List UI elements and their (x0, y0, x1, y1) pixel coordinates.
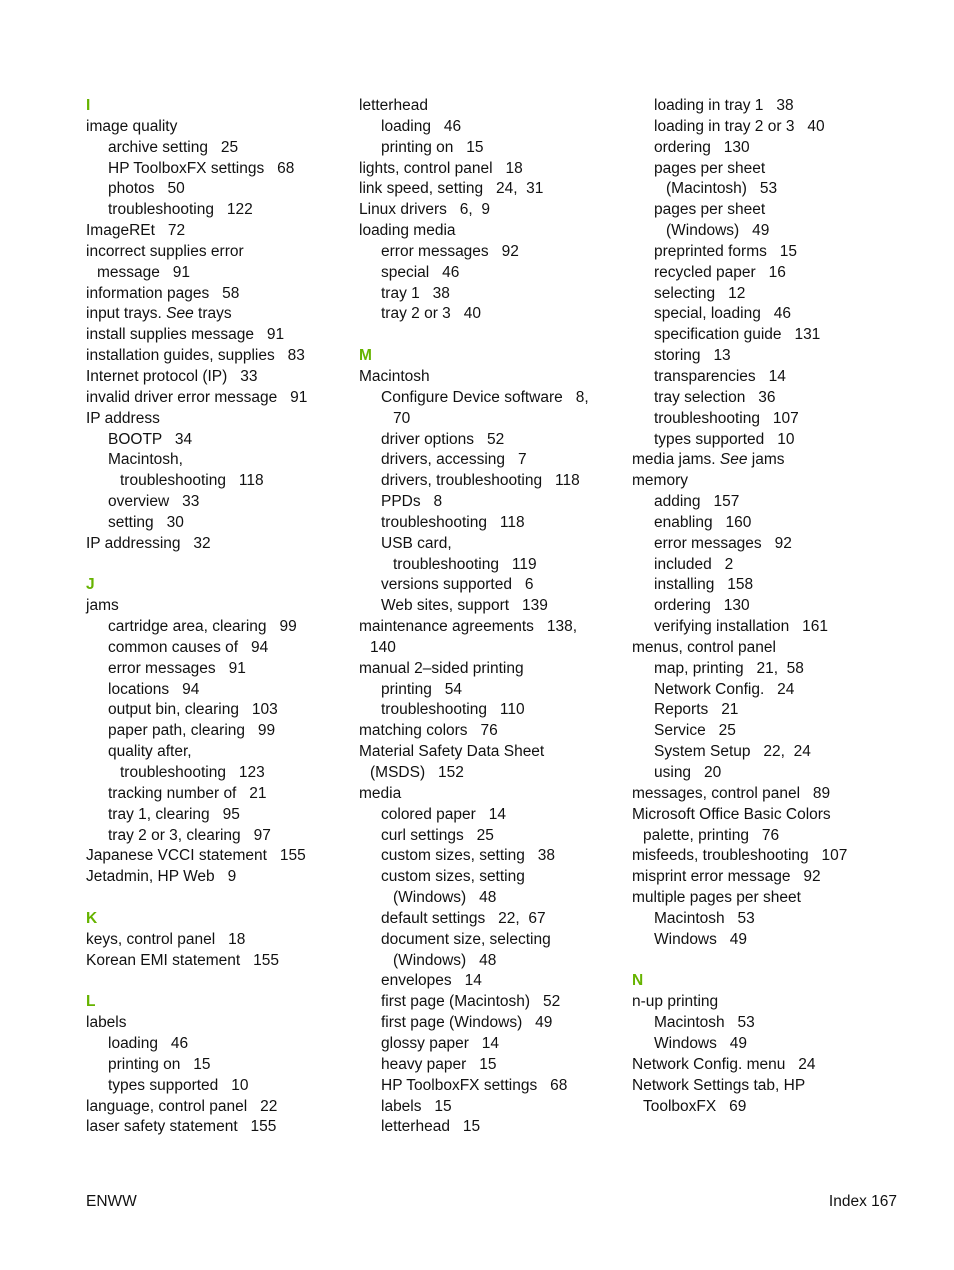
index-subentry: tracking number of 21 (108, 784, 267, 802)
index-subentry: types supported 10 (654, 430, 795, 448)
index-entry: lights, control panel 18 (359, 159, 523, 177)
index-subentry: pages per sheet (654, 159, 766, 177)
index-entry: misprint error message 92 (632, 868, 821, 886)
index-entry: incorrect supplies error (86, 242, 244, 260)
index-subentry: archive setting 25 (108, 138, 239, 156)
index-subentry: error messages 91 (108, 659, 246, 677)
index-subentry: Network Config. 24 (654, 680, 795, 698)
index-continuation: 140 (370, 638, 396, 656)
index-subentry: USB card, (381, 534, 452, 552)
index-entry: Korean EMI statement 155 (86, 951, 279, 969)
index-subentry: Windows 49 (654, 930, 748, 948)
index-subentry: adding 157 (654, 493, 740, 511)
index-entry: language, control panel 22 (86, 1097, 278, 1115)
index-continuation: ToolboxFX 69 (643, 1097, 747, 1115)
index-subentry: System Setup 22, 24 (654, 743, 811, 761)
index-subentry: Macintosh, (108, 451, 183, 469)
index-entry: Macintosh (359, 367, 430, 385)
index-subentry: Reports 21 (654, 701, 739, 719)
index-entry: labels (86, 1014, 127, 1032)
index-entry: IP addressing 32 (86, 534, 211, 552)
index-entry: n-up printing (632, 993, 719, 1011)
index-entry: messages, control panel 89 (632, 784, 831, 802)
index-subentry: Macintosh 53 (654, 909, 755, 927)
index-subentry: using 20 (654, 764, 722, 781)
index-subentry: output bin, clearing 103 (108, 701, 278, 719)
index-subentry: glossy paper 14 (381, 1034, 500, 1052)
index-letter-heading: N (632, 972, 644, 990)
index-entry: misfeeds, troubleshooting 107 (632, 847, 848, 865)
index-continuation: (Windows) 49 (666, 222, 770, 240)
index-letter-heading: M (359, 347, 372, 365)
index-subentry: labels 15 (381, 1097, 452, 1115)
index-subentry: loading in tray 1 38 (654, 97, 794, 114)
index-subentry: tray 2 or 3, clearing 97 (108, 826, 271, 844)
index-subentry: storing 13 (654, 347, 731, 365)
index-subentry: Configure Device software 8, (381, 388, 589, 406)
index-subentry: troubleshooting 118 (381, 513, 525, 531)
index-subentry: troubleshooting 110 (381, 701, 525, 719)
index-subentry: map, printing 21, 58 (654, 659, 804, 677)
index-entry: media (359, 784, 402, 802)
index-subentry: document size, selecting (381, 930, 551, 948)
index-subentry: tray 2 or 3 40 (381, 305, 481, 323)
see-target: jams (747, 451, 785, 469)
index-subentry: Web sites, support 139 (381, 597, 548, 615)
index-subentry: error messages 92 (654, 534, 792, 552)
index-subentry: photos 50 (108, 180, 185, 198)
index-entry: maintenance agreements 138, (359, 618, 577, 636)
index-continuation: troubleshooting 118 (120, 472, 264, 490)
index-subentry: PPDs 8 (381, 493, 443, 511)
index-letter-heading: K (86, 909, 98, 927)
index-subentry: tray selection 36 (654, 388, 776, 406)
index-subentry: first page (Macintosh) 52 (381, 993, 561, 1011)
see-target: trays (193, 305, 232, 323)
index-entry: Japanese VCCI statement 155 (86, 847, 306, 865)
index-subentry: drivers, accessing 7 (381, 451, 527, 469)
index-continuation: (Windows) 48 (393, 951, 497, 969)
index-subentry: first page (Windows) 49 (381, 1014, 553, 1032)
index-entry: matching colors 76 (359, 722, 498, 740)
index-entry: jams (86, 597, 119, 615)
index-letter-heading: J (86, 576, 95, 594)
index-entry: letterhead (359, 97, 428, 114)
index-entry: Linux drivers 6, 9 (359, 201, 490, 219)
index-entry (632, 450, 897, 471)
section-gap (632, 951, 897, 972)
index-subentry: envelopes 14 (381, 972, 482, 990)
index-subentry: enabling 160 (654, 513, 752, 531)
index-subentry: letterhead 15 (381, 1118, 481, 1136)
see-reference: See (166, 305, 194, 323)
index-subentry: tray 1, clearing 95 (108, 805, 240, 823)
index-entry: laser safety statement 155 (86, 1118, 277, 1136)
section-gap (86, 888, 351, 909)
index-entry: link speed, setting 24, 31 (359, 180, 544, 198)
section-gap (86, 971, 351, 992)
index-subentry: troubleshooting 122 (108, 201, 253, 219)
index-entry: invalid driver error message 91 (86, 388, 308, 406)
index-continuation: (Macintosh) 53 (666, 180, 778, 198)
index-column-2 (359, 96, 624, 1138)
index-subentry: error messages 92 (381, 242, 519, 260)
footer-left: ENWW (86, 1193, 137, 1210)
index-subentry: drivers, troubleshooting 118 (381, 472, 580, 490)
index-subentry: loading 46 (381, 117, 462, 135)
index-subentry: troubleshooting 107 (654, 409, 799, 427)
index-entry: install supplies message 91 (86, 326, 285, 344)
index-subentry: types supported 10 (108, 1076, 249, 1094)
index-entry (86, 304, 351, 325)
index-subentry: setting 30 (108, 513, 184, 531)
index-subentry: quality after, (108, 743, 192, 761)
index-subentry: pages per sheet (654, 201, 766, 219)
index-entry: Network Settings tab, HP (632, 1076, 806, 1094)
index-entry: multiple pages per sheet (632, 889, 801, 907)
index-subentry: curl settings 25 (381, 826, 494, 844)
index-continuation: message 91 (97, 263, 191, 281)
index-entry: manual 2–sided printing (359, 659, 524, 677)
index-subentry: printing on 15 (381, 138, 484, 156)
index-subentry: ordering 130 (654, 138, 750, 156)
index-subentry: default settings 22, 67 (381, 909, 546, 927)
index-entry: keys, control panel 18 (86, 930, 246, 948)
index-subentry: ordering 130 (654, 597, 750, 615)
index-continuation: troubleshooting 119 (393, 555, 537, 573)
index-subentry: custom sizes, setting (381, 868, 525, 886)
index-entry: Jetadmin, HP Web 9 (86, 868, 237, 886)
index-subentry: special 46 (381, 263, 460, 281)
index-subentry: specification guide 131 (654, 326, 821, 344)
footer-right: Index 167 (828, 1193, 897, 1210)
index-letter-heading: L (86, 993, 96, 1011)
index-subentry: heavy paper 15 (381, 1055, 497, 1073)
index-subentry: selecting 12 (654, 284, 746, 302)
index-subentry: HP ToolboxFX settings 68 (381, 1076, 568, 1094)
index-subentry: Service 25 (654, 722, 736, 740)
index-entry: information pages 58 (86, 284, 240, 302)
section-gap (86, 555, 351, 576)
index-subentry: custom sizes, setting 38 (381, 847, 556, 865)
index-subentry: versions supported 6 (381, 576, 534, 594)
index-subentry: cartridge area, clearing 99 (108, 618, 297, 636)
index-continuation: (MSDS) 152 (370, 764, 464, 781)
index-entry: Material Safety Data Sheet (359, 743, 545, 761)
index-continuation: palette, printing 76 (643, 826, 780, 844)
index-entry: Internet protocol (IP) 33 (86, 367, 258, 385)
index-entry: IP address (86, 409, 160, 427)
index-subentry: Windows 49 (654, 1034, 748, 1052)
index-column-1 (86, 96, 351, 1138)
index-subentry: paper path, clearing 99 (108, 722, 276, 740)
index-subentry: preprinted forms 15 (654, 242, 798, 260)
index-entry: loading media (359, 222, 456, 240)
index-subentry: HP ToolboxFX settings 68 (108, 159, 295, 177)
index-subentry: loading 46 (108, 1034, 189, 1052)
index-entry: image quality (86, 117, 178, 135)
index-continuation: (Windows) 48 (393, 889, 497, 907)
index-subentry: installing 158 (654, 576, 754, 594)
index-entry: Microsoft Office Basic Colors (632, 805, 831, 823)
index-entry: installation guides, supplies 83 (86, 347, 305, 365)
index-subentry: included 2 (654, 555, 734, 573)
index-subentry: special, loading 46 (654, 305, 792, 323)
entry-text: input trays. (86, 305, 167, 323)
index-continuation: troubleshooting 123 (120, 764, 265, 781)
index-entry: memory (632, 472, 688, 490)
index-entry: ImageREt 72 (86, 222, 186, 240)
index-subentry: Macintosh 53 (654, 1014, 755, 1032)
see-reference: See (719, 451, 748, 469)
index-column-3 (632, 96, 897, 1117)
index-subentry: printing 54 (381, 680, 462, 698)
index-entry: Network Config. menu 24 (632, 1055, 816, 1073)
index-subentry: recycled paper 16 (654, 263, 786, 281)
index-subentry: tray 1 38 (381, 284, 450, 302)
index-letter-heading: I (86, 97, 91, 114)
section-gap (359, 325, 624, 346)
index-subentry: colored paper 14 (381, 805, 506, 823)
index-subentry: locations 94 (108, 680, 200, 698)
index-entry: menus, control panel (632, 638, 776, 656)
index-subentry: common causes of 94 (108, 638, 269, 656)
index-subentry: driver options 52 (381, 430, 505, 448)
index-subentry: transparencies 14 (654, 367, 786, 385)
index-subentry: overview 33 (108, 493, 200, 511)
index-subentry: verifying installation 161 (654, 618, 829, 636)
index-subentry: loading in tray 2 or 3 40 (654, 117, 825, 135)
index-continuation: 70 (393, 409, 411, 427)
index-subentry: BOOTP 34 (108, 430, 193, 448)
index-subentry: printing on 15 (108, 1055, 211, 1073)
entry-text: media jams. (632, 451, 720, 469)
